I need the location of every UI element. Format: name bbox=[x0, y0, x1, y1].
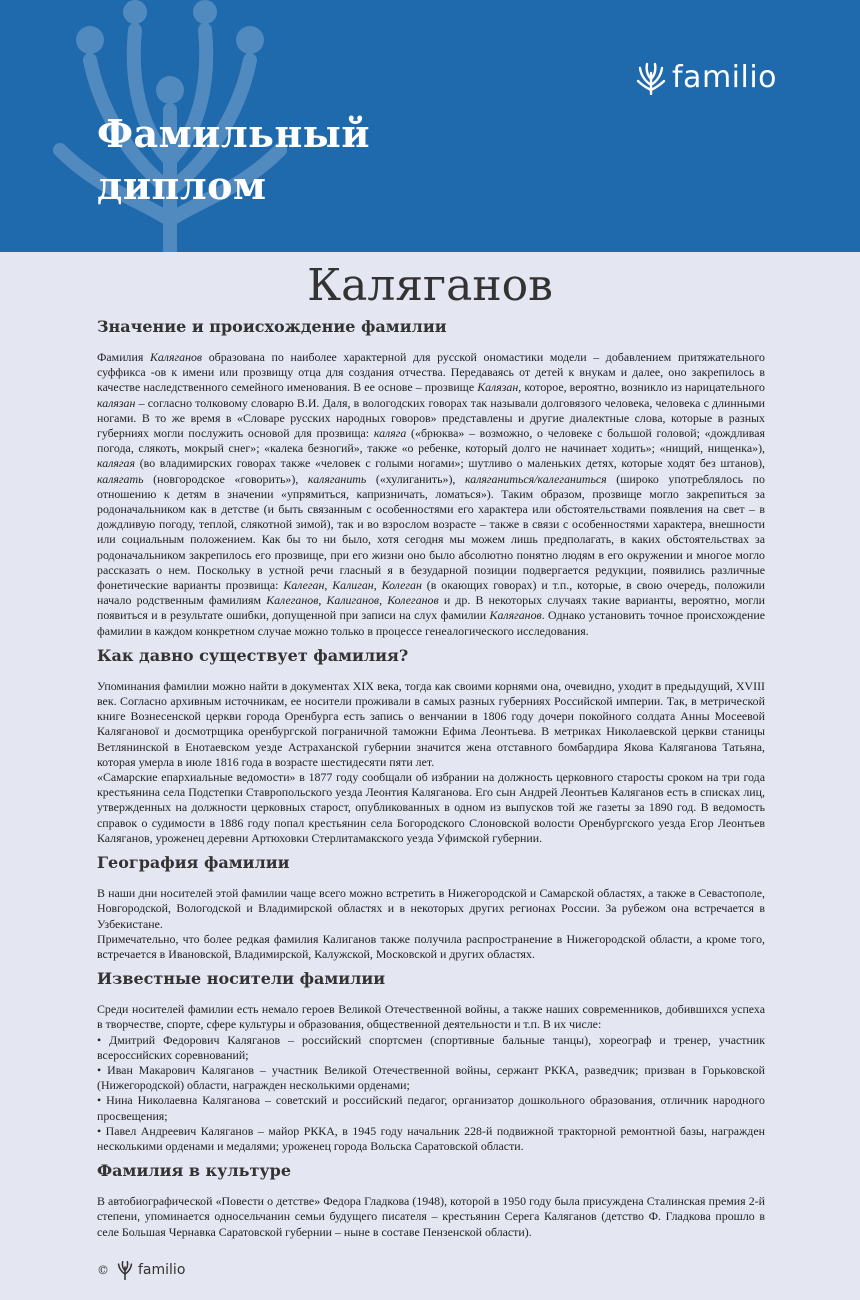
footer-brand: familio bbox=[138, 1261, 186, 1278]
section-heading: Известные носители фамилии bbox=[97, 969, 386, 989]
paragraph bbox=[97, 932, 765, 962]
text-run: («хулиганить»), bbox=[366, 471, 465, 486]
italic-term: калягая bbox=[97, 456, 136, 471]
italic-term: каляганить bbox=[307, 471, 367, 486]
text-run: («брюква» – возможно, о человеке с большой головой; «дождливая погода, слякоть, мокрый снег»; «калека безногий», также «о ребенке, который долго не начинает ходить»; «нищий, нищенка»), bbox=[97, 426, 766, 456]
text-run: • Нина Николаевна Каляганова – советский и российский педагог, организатор дошкольного образования, отличник народного просвещения; bbox=[97, 1093, 765, 1123]
text-run: (новгородское «говорить»), bbox=[143, 471, 308, 486]
section-heading: География фамилии bbox=[97, 853, 290, 873]
paragraph bbox=[97, 1194, 765, 1240]
document-body bbox=[97, 316, 765, 1246]
title-line-2: диплом bbox=[97, 163, 267, 208]
familio-logo bbox=[636, 60, 777, 95]
header-banner bbox=[0, 0, 860, 252]
paragraph bbox=[97, 1124, 765, 1154]
text-run: . Однако установить точное происхождение фамилии в каждом конкретном случае можно только в процессе генеалогического исследования. bbox=[97, 608, 766, 638]
italic-term: каляганиться/калеганиться bbox=[465, 471, 607, 486]
section-heading: Значение и происхождение фамилии bbox=[97, 317, 447, 336]
text-run: (широко употреблялось по отношению к детям в значении «упрямиться, капризничать, ломаться»). Таким образом, прозвище могло закрепиться за родоначальником как в детстве (и быть связанным с особенностями его характера или обстоятельствами появления на свет – в дождливую погоду, теплой, слякотной зимой), так и во взрослом возрасте – также в связи с особенностями характера, внешности или социальным положением. Как бы то ни было, хотя сегодня мы можем лишь предполагать, в каких обстоятельствах за родоначальником закрепилось его прозвище, при его жизни оно было абсолютно понятно людям в его окружении и многое могло рассказать о нем. Поскольку в устной речи гласный я в безударной позиции подвергается редукции, появились различные фонетические варианты прозвища: bbox=[97, 471, 765, 593]
text-run: образована по наиболее характерной для русской ономастики модели – добавлением притяжательного суффикса -ов к имени или прозвищу отца для создания отчества. Передаваясь от детей к внукам и далее, оно закрепилось в качестве наследственного семейного именования. В ее основе – прозвище bbox=[97, 350, 765, 395]
document-title bbox=[97, 108, 370, 212]
paragraph bbox=[97, 679, 765, 770]
paragraph bbox=[97, 1093, 765, 1123]
section-heading: Как давно существует фамилия? bbox=[97, 645, 409, 665]
text-run: • Иван Макарович Каляганов – участник Великой Отечественной войны, сержант РККА, разведчик; призван в Горьковской (Нижегородской) области, награжден несколькими орденами; bbox=[97, 1062, 765, 1093]
text-run: • Павел Андреевич Каляганов – майор РККА, в 1945 году начальник 228-й подвижной тракторной ремонтной базы, награжден несколькими орденами и медалями; уроженец города Вольска Саратовской области. bbox=[97, 1123, 765, 1153]
text-run: Примечательно, что более редкая фамилия Калиганов также получила распространение в Нижегородской области, а кроме того, встречается в Ивановской, Владимирской, Калужской, Московской и других областях. bbox=[97, 931, 765, 961]
section-heading: Фамилия в культуре bbox=[97, 1161, 291, 1181]
text-run: Упоминания фамилии можно найти в документах XIX века, тогда как своими корнями она, очевидно, уходит в предыдущий, XVIII век. Согласно архивным источникам, ее носители проживали в самых разных губерниях Российской империи. Так, в метрической книге Вознесенской церкви города Оренбурга есть запись о венчании в 1806 году дочери покойного солдата Анны Мосеевой Каляганової и досмотрщика оренбургской пограничной таможни Ефима Леонтьева. В метриках Николаевской церкви станицы Ветлянинской в Енотаевском уезде Астраханской губернии значится жена отставного бомбардира Якова Каляганова Татьяна, которая умерла в июле 1816 года в возрасте шестидесяти пяти лет. bbox=[97, 678, 765, 769]
paragraph bbox=[97, 1033, 765, 1063]
title-line-1: Фамильный bbox=[97, 111, 371, 156]
text-run: , которое, вероятно, возникло из нарицательного bbox=[518, 380, 765, 395]
text-run: Фамилия bbox=[97, 350, 150, 364]
paragraph bbox=[97, 886, 765, 932]
italic-term: калязан bbox=[97, 395, 136, 410]
text-run: и др. В некоторых случаях такие варианты, вероятно, могли появиться и в результате ошибки, допущенной при записи на слух фамилии bbox=[97, 593, 765, 623]
section bbox=[97, 852, 765, 962]
italic-term: Каляганов bbox=[489, 608, 542, 623]
section bbox=[97, 968, 765, 1154]
section bbox=[97, 645, 765, 846]
familio-tree-icon bbox=[636, 61, 666, 95]
italic-term: Калеганов, Калиганов, Колеганов bbox=[266, 593, 439, 608]
surname-heading: Каляганов bbox=[307, 260, 553, 311]
paragraph bbox=[97, 1063, 765, 1093]
copyright-sign: © bbox=[97, 1262, 109, 1277]
text-run: В автобиографической «Повести о детстве» Федора Гладкова (1948), которой в 1950 году была присуждена Сталинская премия 2-й степени, упоминается односельчанин семьи будущего писателя – крестьянин Серега Каляганов (детство Ф. Гладкова прошло в селе Большая Чернавка Саратовской губернии – ныне в составе Пензенской области). bbox=[97, 1194, 765, 1239]
italic-term: Каляганов bbox=[149, 350, 203, 364]
text-run: (во владимирских говорах также «человек с голыми ногами»; шутливо о маленьких детях, которые ходят без штанов), bbox=[135, 456, 765, 471]
text-run: «Самарские епархиальные ведомости» в 1877 году сообщали об избрании на должность церковного старосты сроком на три года крестьянина села Подстепки Ставропольского уезда Леонтия Каляганова. Его сын Андрей Леонтьев Каляганов есть в списках лиц, утвержденных на должности церковных старост, опубликованных в одном из выпусков той же газеты за 1890 год. В ведомость справок о судимости в 1886 году попал крестьянин села Богородского Слоновской волости Оренбургского уезда Егор Леонтьев Каляганов, уроженец деревни Артюховки Стерлитамакского уезда Уфимской губернии. bbox=[97, 770, 765, 845]
italic-term: Калязан bbox=[477, 380, 519, 395]
paragraph bbox=[97, 350, 765, 639]
footer bbox=[97, 1260, 860, 1280]
paragraph bbox=[97, 770, 765, 846]
brand-name: familio bbox=[672, 60, 778, 95]
paragraph bbox=[97, 1002, 765, 1032]
text-run: В наши дни носителей этой фамилии чаще всего можно встретить в Нижегородской и Самарской областях, а также в Севастополе, Новгородской, Вологодской и Владимирской областях и в некоторых других регионах России. За рубежом она встречается в Узбекистане. bbox=[97, 886, 765, 931]
italic-term: каляга bbox=[373, 426, 407, 441]
italic-term: калягать bbox=[97, 471, 144, 486]
italic-term: Калеган, Калиган, Колеган bbox=[283, 578, 422, 593]
text-run: (в окающих говорах) и т.п., которые, в свою очередь, положили начало родственным фамилиям bbox=[97, 578, 765, 608]
text-run: • Дмитрий Федорович Каляганов – российский спортсмен (спортивные бальные танцы), хореограф и тренер, участник всероссийских соревнований; bbox=[97, 1032, 765, 1062]
section bbox=[97, 316, 765, 639]
text-run: – согласно толковому словарю В.И. Даля, в вологодских говорах так называли долговязого человека, человека с длинными ногами. В то же время в «Словаре русских народных говоров» представлены и другие диалектные слова, которые в разных губерниях могли послужить основой для прозвища: bbox=[97, 395, 765, 441]
familio-tree-icon bbox=[115, 1260, 135, 1280]
text-run: Среди носителей фамилии есть немало героев Великой Отечественной войны, а также наших современников, добившихся успеха в творчестве, спорте, сфере культуры и образования, общественной деятельности и т.п. В их числе: bbox=[97, 1002, 765, 1032]
